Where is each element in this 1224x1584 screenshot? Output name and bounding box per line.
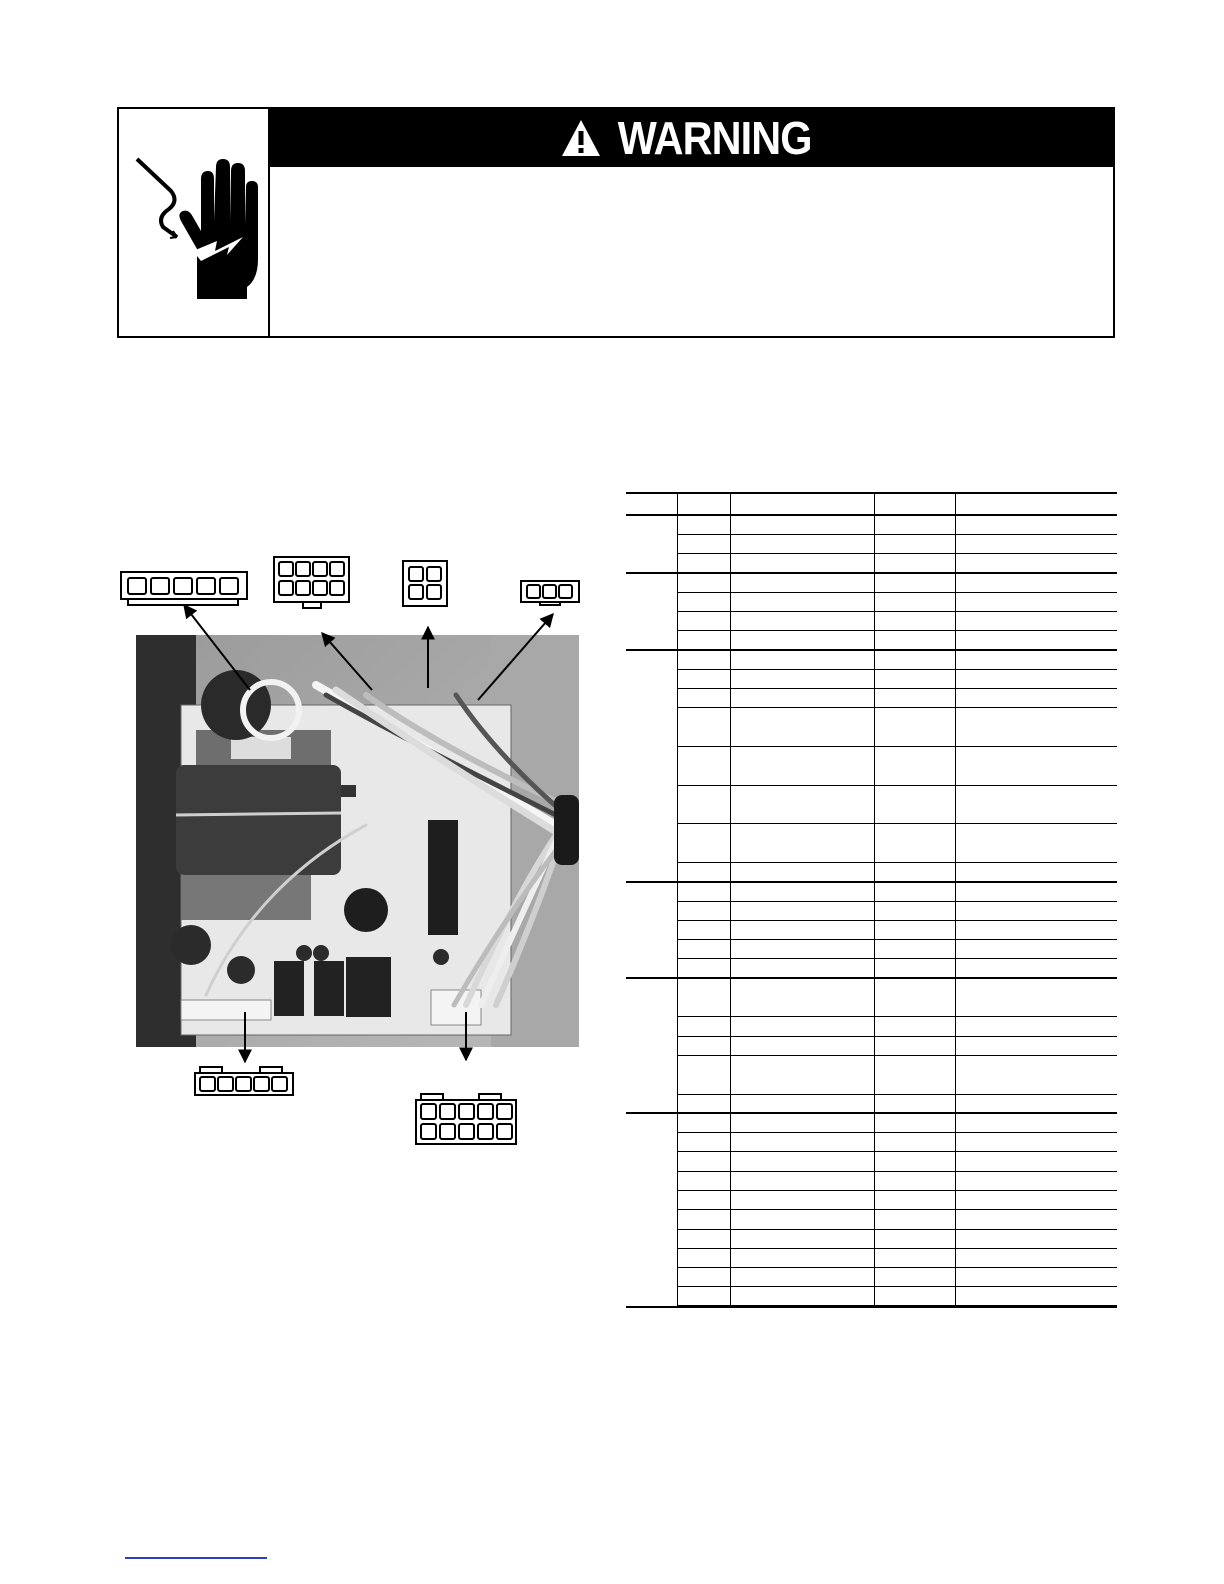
table-cell	[955, 978, 1117, 1017]
table-group-cell	[626, 882, 677, 978]
table-cell	[874, 515, 955, 534]
table-cell	[955, 862, 1117, 881]
table-cell	[874, 631, 955, 650]
table-cell	[730, 747, 874, 786]
table-cell	[730, 1229, 874, 1248]
table-cell	[955, 882, 1117, 901]
table-cell	[677, 940, 730, 959]
warning-icon-cell	[119, 109, 270, 336]
table-cell	[730, 669, 874, 688]
table-row	[626, 515, 1117, 534]
table-cell	[730, 1133, 874, 1152]
table-cell	[677, 592, 730, 611]
table-row	[626, 592, 1117, 611]
warning-body	[270, 167, 1113, 336]
pin-table-grid	[626, 492, 1117, 1308]
table-cell	[677, 1017, 730, 1036]
table-cell	[955, 1229, 1117, 1248]
table-cell	[730, 1094, 874, 1113]
table-group-cell	[626, 573, 677, 650]
warning-title: WARNING	[617, 112, 812, 164]
table-cell	[677, 1094, 730, 1113]
table-cell	[955, 534, 1117, 553]
table-row	[626, 689, 1117, 708]
table-row	[626, 554, 1117, 573]
table-cell	[677, 1229, 730, 1248]
table-cell	[874, 1113, 955, 1132]
table-cell	[677, 1268, 730, 1287]
table-cell	[874, 650, 955, 669]
table-cell	[677, 1133, 730, 1152]
table-cell	[677, 669, 730, 688]
table-row	[626, 959, 1117, 978]
table-header-row	[626, 493, 1117, 515]
table-cell	[730, 1248, 874, 1267]
table-row	[626, 611, 1117, 630]
table-cell	[730, 689, 874, 708]
table-cell	[874, 1268, 955, 1287]
table-cell	[730, 554, 874, 573]
table-cell	[730, 592, 874, 611]
table-cell	[955, 1248, 1117, 1267]
table-group-cell	[626, 1113, 677, 1306]
table-row	[626, 1152, 1117, 1171]
four-pin-connector-top	[402, 560, 448, 607]
table-cell	[955, 1094, 1117, 1113]
table-cell	[730, 650, 874, 669]
table-cell	[730, 1287, 874, 1307]
table-cell	[730, 1171, 874, 1190]
table-cell	[677, 1036, 730, 1055]
footer-link-underline	[125, 1557, 267, 1559]
table-cell	[677, 1210, 730, 1229]
table-cell	[677, 689, 730, 708]
table-cell	[730, 1190, 874, 1209]
table-cell	[874, 1036, 955, 1055]
table-cell	[874, 785, 955, 824]
table-cell	[677, 515, 730, 534]
table-cell	[874, 978, 955, 1017]
table-row	[626, 1113, 1117, 1132]
table-cell	[874, 901, 955, 920]
table-cell	[955, 1113, 1117, 1132]
table-cell	[677, 534, 730, 553]
table-cell	[874, 747, 955, 786]
table-row	[626, 901, 1117, 920]
table-cell	[874, 1229, 955, 1248]
table-cell	[874, 573, 955, 592]
table-cell	[874, 669, 955, 688]
table-cell	[730, 631, 874, 650]
table-cell	[677, 824, 730, 863]
table-cell	[874, 920, 955, 939]
table-cell	[955, 1171, 1117, 1190]
table-cell	[730, 940, 874, 959]
table-cell	[874, 1171, 955, 1190]
table-cell	[677, 1248, 730, 1267]
table-header-cell	[677, 493, 730, 515]
table-row	[626, 1287, 1117, 1307]
table-cell	[955, 689, 1117, 708]
table-cell	[730, 824, 874, 863]
table-row	[626, 882, 1117, 901]
table-cell	[730, 882, 874, 901]
table-row	[626, 940, 1117, 959]
table-cell	[874, 554, 955, 573]
table-row	[626, 1210, 1117, 1229]
control-board-photo	[136, 635, 579, 1047]
table-cell	[874, 1094, 955, 1113]
table-header-cell	[730, 493, 874, 515]
ten-pin-connector-bottom-right	[415, 1093, 517, 1145]
table-cell	[730, 1210, 874, 1229]
table-header-cell	[955, 493, 1117, 515]
table-cell	[874, 1133, 955, 1152]
table-row	[626, 1268, 1117, 1287]
table-cell	[874, 708, 955, 747]
warning-triangle-icon	[561, 118, 601, 158]
table-cell	[677, 747, 730, 786]
table-row	[626, 1055, 1117, 1094]
table-cell	[730, 1268, 874, 1287]
table-cell	[874, 1287, 955, 1307]
table-cell	[874, 1152, 955, 1171]
table-row	[626, 669, 1117, 688]
table-cell	[955, 920, 1117, 939]
table-cell	[874, 1248, 955, 1267]
table-cell	[955, 1190, 1117, 1209]
table-cell	[730, 901, 874, 920]
table-row	[626, 1017, 1117, 1036]
table-cell	[677, 1055, 730, 1094]
table-cell	[677, 1171, 730, 1190]
table-cell	[730, 1113, 874, 1132]
table-row	[626, 747, 1117, 786]
table-row	[626, 631, 1117, 650]
table-cell	[955, 1210, 1117, 1229]
table-cell	[677, 650, 730, 669]
five-pin-connector-top-left	[120, 571, 248, 607]
table-cell	[874, 689, 955, 708]
table-cell	[730, 1017, 874, 1036]
table-cell	[874, 1210, 955, 1229]
table-cell	[955, 901, 1117, 920]
table-cell	[874, 862, 955, 881]
table-group-cell	[626, 650, 677, 882]
table-cell	[677, 862, 730, 881]
table-cell	[730, 785, 874, 824]
table-cell	[955, 1133, 1117, 1152]
table-cell	[730, 862, 874, 881]
table-cell	[874, 940, 955, 959]
table-cell	[955, 785, 1117, 824]
table-cell	[677, 785, 730, 824]
table-cell	[955, 1055, 1117, 1094]
table-cell	[955, 631, 1117, 650]
table-cell	[874, 959, 955, 978]
table-cell	[730, 573, 874, 592]
table-cell	[955, 650, 1117, 669]
table-cell	[955, 824, 1117, 863]
table-cell	[955, 515, 1117, 534]
table-cell	[955, 573, 1117, 592]
table-cell	[677, 901, 730, 920]
table-cell	[730, 1036, 874, 1055]
table-cell	[874, 1055, 955, 1094]
table-row	[626, 920, 1117, 939]
electrical-shock-hand-icon	[119, 109, 266, 336]
table-cell	[874, 611, 955, 630]
table-cell	[677, 554, 730, 573]
table-cell	[677, 1113, 730, 1132]
eight-pin-connector-top	[273, 556, 350, 609]
table-group-cell	[626, 515, 677, 573]
table-cell	[955, 669, 1117, 688]
table-cell	[955, 959, 1117, 978]
table-cell	[955, 940, 1117, 959]
table-cell	[955, 592, 1117, 611]
table-cell	[677, 611, 730, 630]
table-cell	[730, 1152, 874, 1171]
table-row	[626, 1133, 1117, 1152]
table-cell	[677, 978, 730, 1017]
table-cell	[730, 534, 874, 553]
table-cell	[955, 1017, 1117, 1036]
table-row	[626, 1036, 1117, 1055]
table-cell	[955, 1268, 1117, 1287]
table-header-cell	[626, 493, 677, 515]
table-cell	[874, 1017, 955, 1036]
table-cell	[955, 747, 1117, 786]
table-cell	[955, 1036, 1117, 1055]
table-cell	[677, 1287, 730, 1307]
table-cell	[677, 631, 730, 650]
table-cell	[730, 978, 874, 1017]
table-row	[626, 650, 1117, 669]
table-row	[626, 534, 1117, 553]
warning-box	[117, 107, 1115, 338]
table-cell	[874, 882, 955, 901]
table-cell	[730, 1055, 874, 1094]
table-row	[626, 1229, 1117, 1248]
table-row	[626, 1248, 1117, 1267]
table-cell	[677, 1152, 730, 1171]
three-pin-connector-top-right	[520, 580, 580, 606]
table-cell	[955, 611, 1117, 630]
table-row	[626, 1190, 1117, 1209]
table-cell	[677, 920, 730, 939]
table-row	[626, 785, 1117, 824]
five-pin-connector-bottom-left	[194, 1066, 294, 1096]
table-cell	[677, 573, 730, 592]
table-cell	[730, 611, 874, 630]
table-row	[626, 708, 1117, 747]
table-row	[626, 824, 1117, 863]
table-cell	[730, 515, 874, 534]
table-cell	[955, 708, 1117, 747]
table-cell	[955, 554, 1117, 573]
warning-header	[270, 109, 1113, 167]
table-cell	[874, 592, 955, 611]
table-cell	[874, 824, 955, 863]
table-group-cell	[626, 978, 677, 1113]
table-row	[626, 978, 1117, 1017]
table-cell	[874, 534, 955, 553]
table-cell	[677, 959, 730, 978]
table-cell	[730, 959, 874, 978]
table-row	[626, 862, 1117, 881]
table-cell	[677, 708, 730, 747]
table-cell	[677, 1190, 730, 1209]
table-cell	[874, 1190, 955, 1209]
table-row	[626, 1094, 1117, 1113]
table-row	[626, 1171, 1117, 1190]
table-cell	[730, 920, 874, 939]
table-row	[626, 573, 1117, 592]
table-cell	[955, 1152, 1117, 1171]
table-cell	[730, 708, 874, 747]
table-cell	[677, 882, 730, 901]
pin-table	[626, 492, 1117, 1308]
table-header-cell	[874, 493, 955, 515]
table-cell	[955, 1287, 1117, 1307]
